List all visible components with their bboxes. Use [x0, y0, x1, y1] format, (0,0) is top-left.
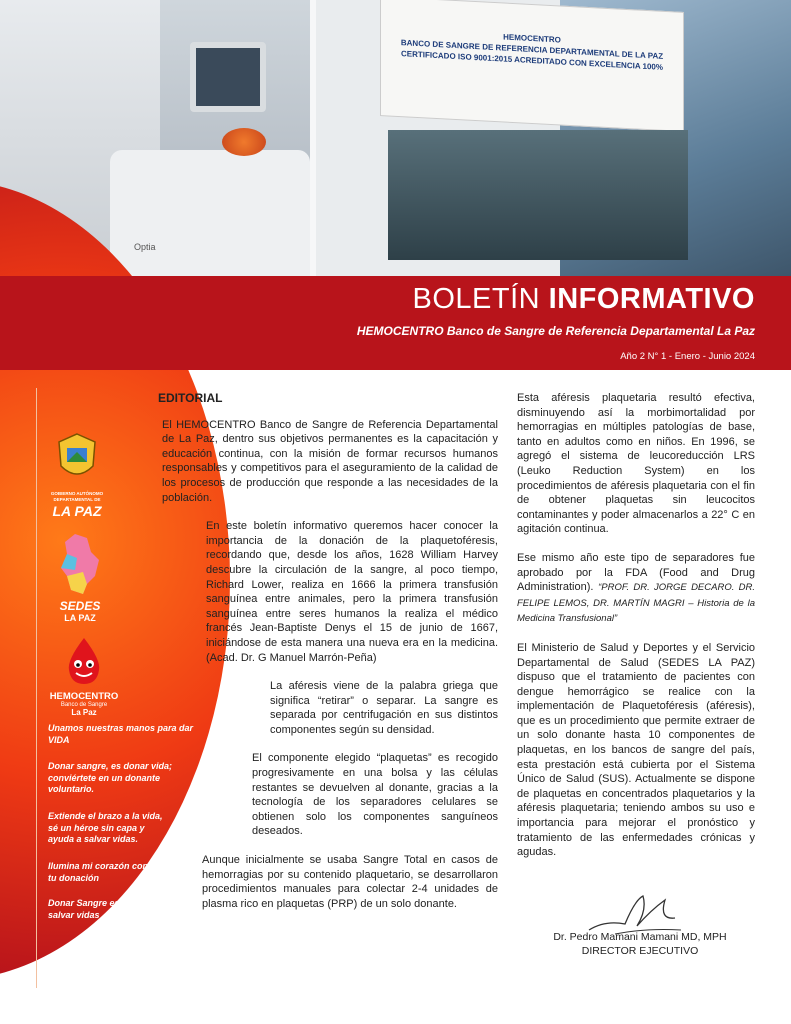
page-title — [413, 283, 756, 316]
building-banner — [380, 0, 684, 132]
machine-monitor — [190, 42, 266, 112]
editorial-p4: El componente elegido “plaquetas” es recogido progresivamente en una bolsa y las células restantes se devuelven al donante, gracias a la tecnología de los separadores celulares se obtienen solo los componentes sanguíneos deseados. — [252, 752, 498, 838]
editorial-p7: Ese mismo año este tipo de separadores fue aprobado por la FDA (Food and Drug Administration). — [517, 551, 755, 594]
signature-block — [520, 930, 760, 958]
editorial-p2: En este boletín informativo queremos hacer conocer la importancia de la donación de la plaquetoféresis, recordando que, desde los años, 1628 William Harvey descubre la circulación de la sangre, al poco tiempo, Richard Lower, realiza en 1666 la primera transfusión sanguínea entre animales, pero la primera transfusión sanguínea entre seres humanos la realiza el médico francés Jean-Baptiste Denys el 15 de junio de 1667, iniciándose de esta manera una nueva era en la medicina. (Acad. Dr. G Manuel Marrón-Peña) — [206, 520, 498, 664]
motto-3: Extiende el brazo a la vida, sé un héroe sin capa y ayuda a salvar vidas. — [48, 811, 163, 844]
blood-drop-mascot-icon — [61, 636, 107, 686]
issue-meta: Año 2 N° 1 - Enero - Junio 2024 — [620, 351, 755, 362]
sedes-name: SEDES — [59, 599, 101, 613]
editorial-p7-wrap — [517, 551, 755, 627]
signatory-name: Dr. Pedro Mamani Mamani MD, MPH — [553, 931, 727, 943]
hemo-sub1: Banco de Sangre — [60, 702, 108, 708]
banner-text: HEMOCENTRO BANCO DE SANGRE DE REFERENCIA DEPARTAMENTAL DE LA PAZ CERTIFICADO ISO 9001:2015 ACREDITADO CON EXCELENCIA 100% — [400, 32, 664, 72]
motto-2: Donar sangre, es donar vida; conviértete en un donante voluntario. — [48, 761, 173, 794]
motto-1: Unamos nuestras manos para dar VIDA — [48, 723, 194, 745]
editorial-p5: Aunque inicialmente se usaba Sangre Total en casos de hemorragias por su contenido plaquetario, se desarrollaron procedimientos manuales para colectar 2-4 unidades de plasma rico en plaquetas (PRP) de un solo donante. — [202, 854, 498, 910]
editorial-p1: El HEMOCENTRO Banco de Sangre de Referencia Departamental de La Paz, dentro sus objetivos permanentes es la capacitación y educación continua, con la misión de formar recursos humanos responsables y competitivos para el aseguramiento de la calidad de los procesos de producción que responde a las necesidades de la población. — [162, 418, 498, 504]
gov-line2: DEPARTAMENTAL DE — [53, 497, 101, 502]
editorial-col-left — [158, 391, 498, 925]
sedes-logo — [50, 532, 110, 623]
coat-of-arms-icon — [55, 432, 99, 486]
motto-5: Donar Sangre es salvar vidas — [48, 898, 120, 920]
gov-name: LA PAZ — [52, 503, 102, 519]
title-light: BOLETÍN — [412, 283, 541, 315]
title-bold: INFORMATIVO — [548, 283, 755, 315]
hemo-sub2: La Paz — [71, 708, 97, 717]
editorial-col-right — [517, 391, 755, 874]
building-windows — [388, 130, 688, 260]
optia-machine — [110, 150, 310, 276]
hemocentro-logo — [44, 636, 124, 717]
gov-la-paz-logo — [48, 432, 106, 519]
editorial-heading: EDITORIAL — [158, 391, 223, 405]
sedes-sub: LA PAZ — [64, 613, 96, 623]
gov-line1: GOBIERNO AUTÓNOMO — [50, 491, 104, 496]
editorial-p3: La aféresis viene de la palabra griega que significa “retirar” o separar. La sangre es separada por centrifugación en sus distintos componentes según su densidad. — [270, 680, 498, 736]
signatory-role: DIRECTOR EJECUTIVO — [581, 945, 699, 957]
editorial-p8: El Ministerio de Salud y Deportes y el Servicio Departamental de Salud (SEDES LA PAZ) dispuso que el tratamiento de pacientes con dengue hemorrágico se realice con la implementación de Plaquetoféresis (aféresis), que es un procedimiento que permite extraer de un solo donante hasta 10 componentes de plaquetas, en los bancos de sangre del país, esta prestación está cubierta por el Sistema Único de Salud (SUS). Actualmente se dispone de plaquetas en concentrados plaquetarios y la aféresis plaquetaria; teniendo ambos su uso e importancia para mejorar el pronóstico y tratamiento de las enfermedades crónicas y agudas. — [517, 641, 755, 859]
editorial-p7-ref: “PROF. DR. JORGE DECARO. DR. FELIPE LEMOS, DR. MARTÍN MAGRI – Historia de la Medicina Transfusional” — [517, 582, 755, 625]
ribbon-bow — [222, 128, 266, 156]
machine-label: Optia — [134, 242, 156, 252]
hero-photo — [0, 0, 791, 276]
left-divider — [36, 388, 37, 988]
page-subtitle: HEMOCENTRO Banco de Sangre de Referencia Departamental La Paz — [356, 324, 755, 338]
hemo-name: HEMOCENTRO — [49, 691, 119, 702]
motto-4: Ilumina mi corazón con tu donación — [48, 861, 149, 883]
map-icon — [57, 532, 103, 598]
editorial-p6: Esta aféresis plaquetaria resultó efectiva, disminuyendo así la morbimortalidad por hemorragias en múltiples patologías de base, tanto en adultos como en niños. En 1996, se agregó el sistema de leucoreducción LRS (Leuko Reduction System) en los procedimientos de aféresis plaquetaria con el fin de obtener plaquetas sin leucocitos contaminantes y poder almacenarlos a 22° C en agitación continua. — [517, 392, 755, 536]
